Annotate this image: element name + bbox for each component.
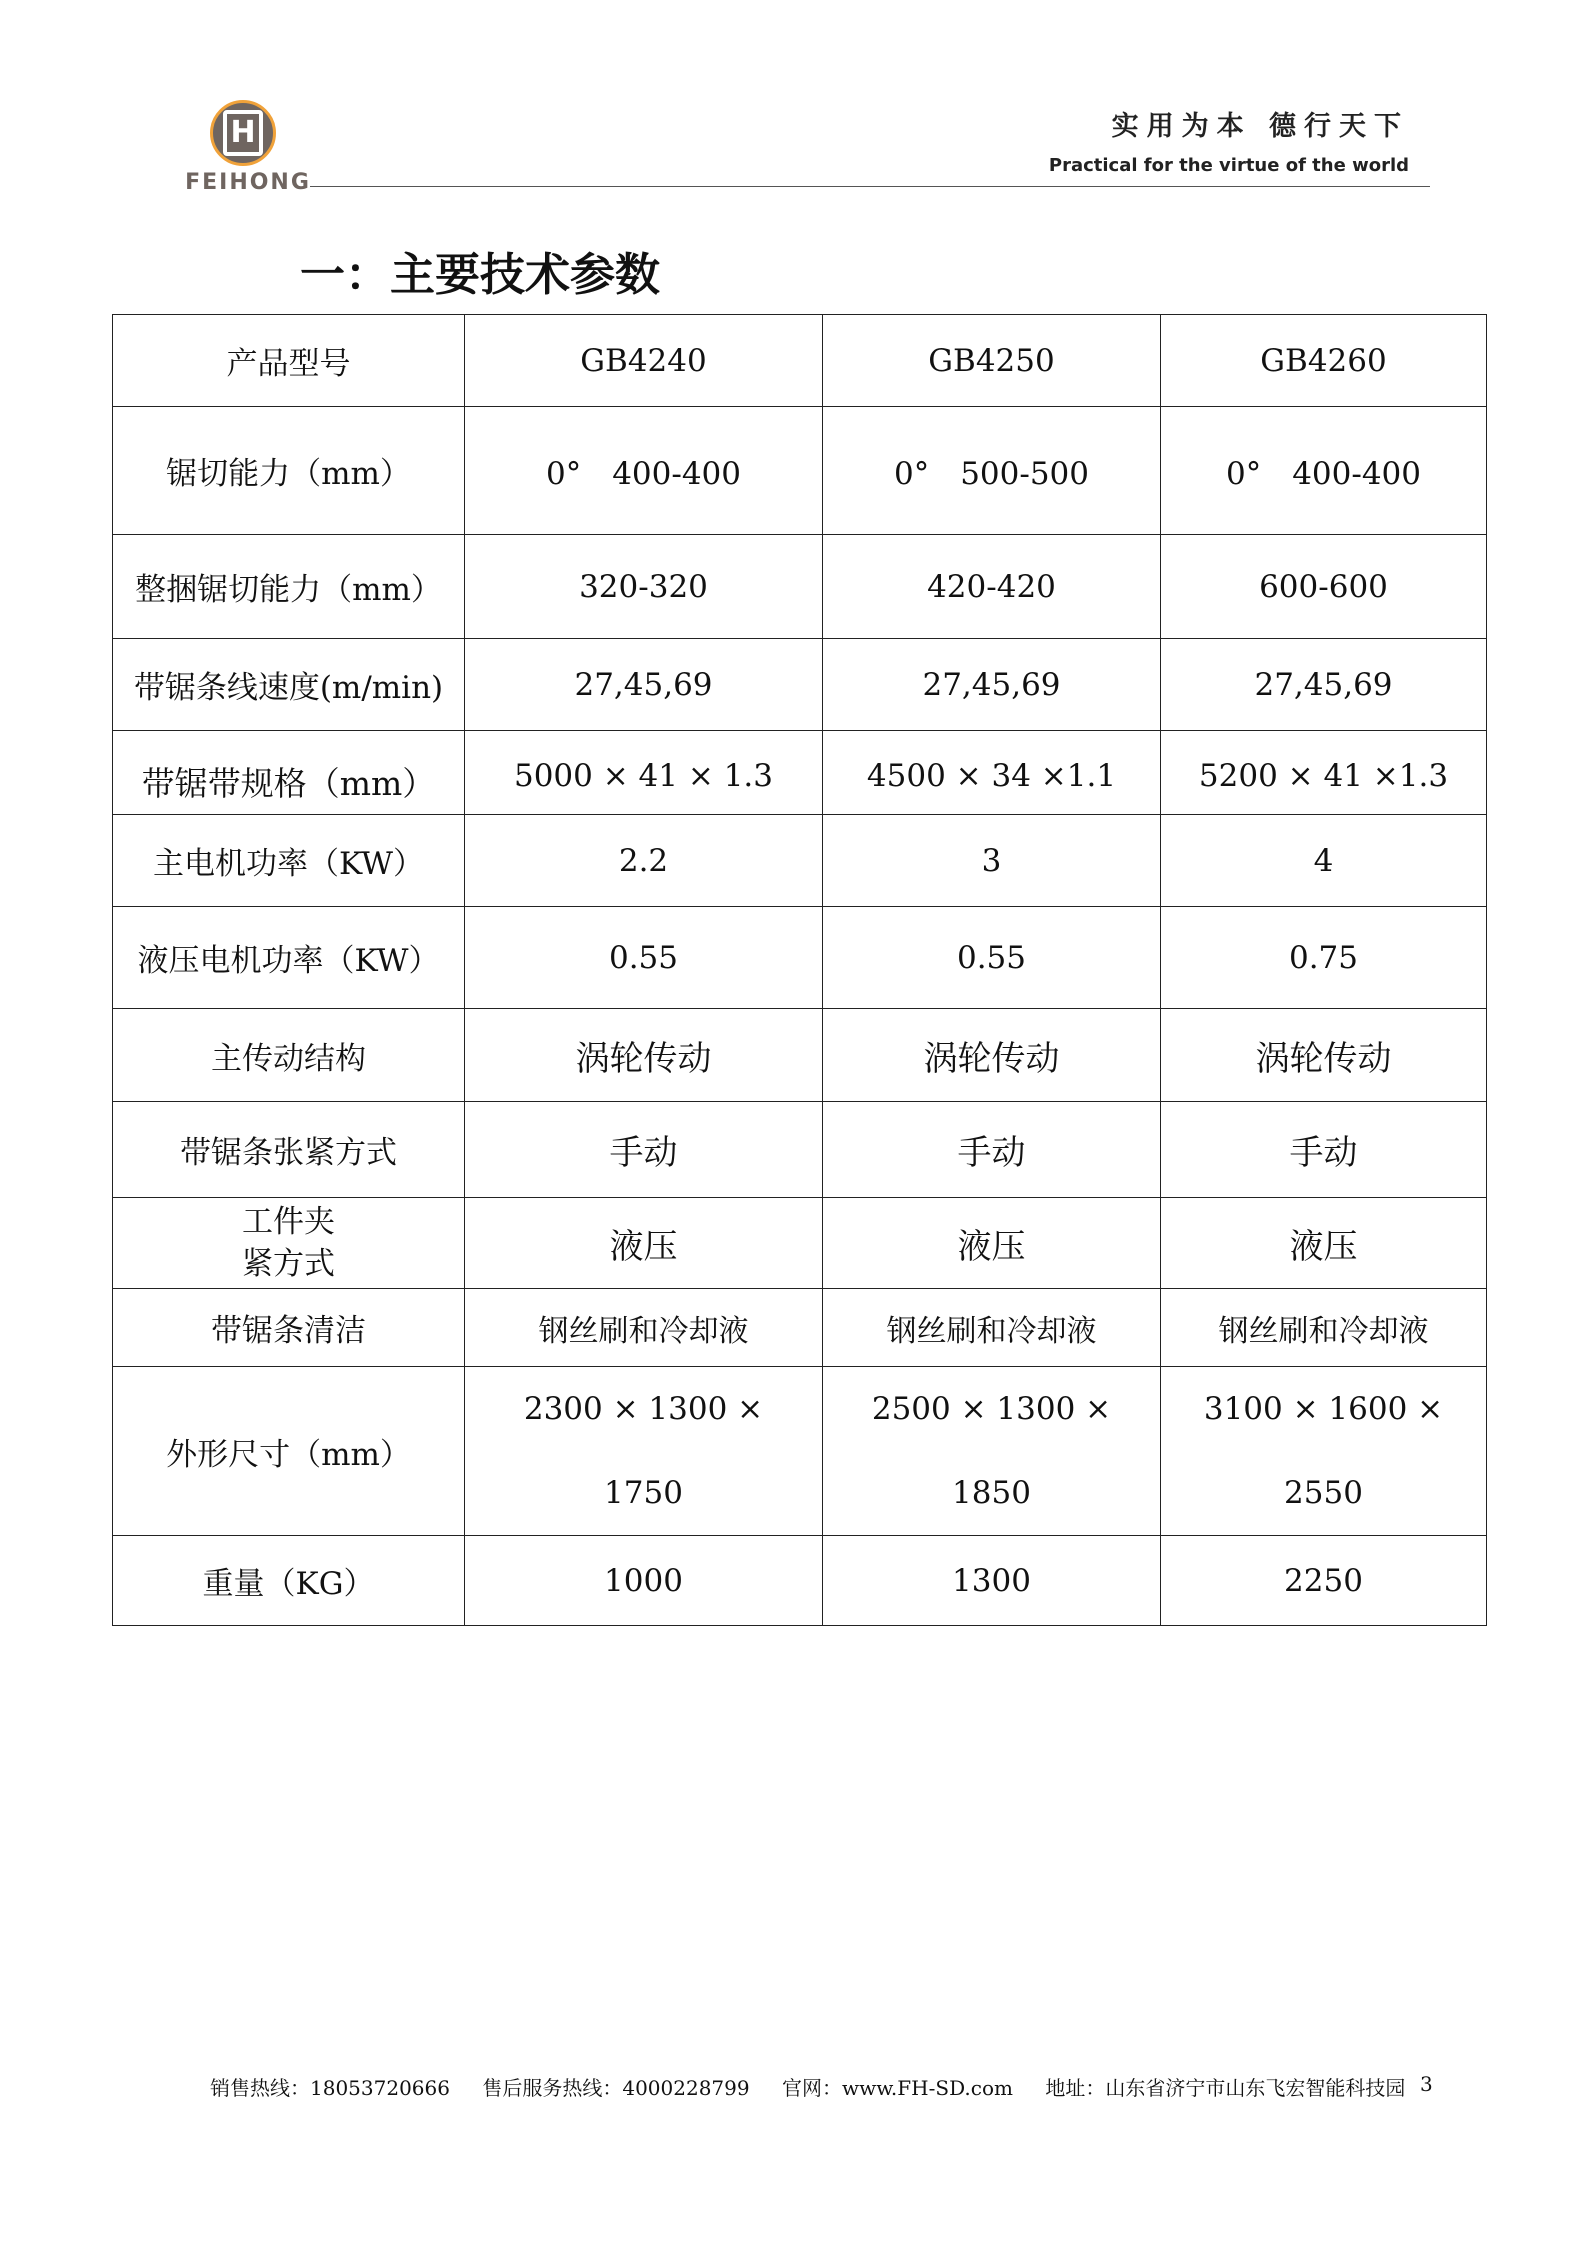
slogan-english: Practical for the virtue of the world — [1048, 155, 1409, 176]
row-label-line1: 工件夹 — [242, 1204, 335, 1240]
row-label: 整捆锯切能力（mm） — [113, 535, 465, 639]
footer-service-hotline: 售后服务热线：4000228799 — [482, 2076, 750, 2100]
table-cell: 27,45,69 — [465, 639, 823, 731]
table-cell: 0.55 — [465, 907, 823, 1009]
logo-letter: H — [223, 110, 263, 156]
table-cell: 涡轮传动 — [465, 1009, 823, 1102]
table-cell: 钢丝刷和冷却液 — [465, 1289, 823, 1367]
logo-text: FEIHONG — [185, 170, 311, 195]
table-cell: 600-600 — [1161, 535, 1487, 639]
row-label: 主电机功率（KW） — [113, 815, 465, 907]
table-cell: 5000 × 41 × 1.3 — [465, 731, 823, 815]
table-cell: 320-320 — [465, 535, 823, 639]
table-cell: 涡轮传动 — [823, 1009, 1161, 1102]
table-cell: 钢丝刷和冷却液 — [823, 1289, 1161, 1367]
table-row — [113, 407, 1487, 535]
table-cell: 0° 400-400 — [1161, 407, 1487, 535]
table-row — [113, 1198, 1487, 1289]
table-cell — [465, 1367, 823, 1536]
table-cell: 2250 — [1161, 1536, 1487, 1626]
table-cell: 27,45,69 — [823, 639, 1161, 731]
row-label: 外形尺寸（mm） — [113, 1367, 465, 1536]
spec-table — [112, 314, 1487, 1626]
row-label: 液压电机功率（KW） — [113, 907, 465, 1009]
table-cell: 液压 — [465, 1198, 823, 1289]
footer-sales-hotline: 销售热线：18053720666 — [210, 2076, 450, 2100]
table-row — [113, 731, 1487, 815]
feihong-logo — [168, 100, 328, 200]
table-cell: 液压 — [823, 1198, 1161, 1289]
row-label: 带锯条线速度(m/min) — [113, 639, 465, 731]
row-label — [113, 1198, 465, 1289]
dims-line1: 2500 × 1300 × — [871, 1391, 1112, 1427]
header-divider — [310, 186, 1430, 187]
row-label: 锯切能力（mm） — [113, 407, 465, 535]
table-cell — [823, 1367, 1161, 1536]
table-row — [113, 1536, 1487, 1626]
row-label: 重量（KG） — [113, 1536, 465, 1626]
slogan-chinese: 实用为本 德行天下 — [1111, 111, 1409, 142]
table-cell: 手动 — [1161, 1102, 1487, 1198]
table-cell: 手动 — [823, 1102, 1161, 1198]
dims-line1: 3100 × 1600 × — [1203, 1391, 1444, 1427]
table-cell: 手动 — [465, 1102, 823, 1198]
table-cell: 4 — [1161, 815, 1487, 907]
dims-line2: 2550 — [1284, 1475, 1363, 1511]
table-cell: 0.75 — [1161, 907, 1487, 1009]
row-label: 主传动结构 — [113, 1009, 465, 1102]
table-row — [113, 1289, 1487, 1367]
table-cell: 0.55 — [823, 907, 1161, 1009]
table-cell: 钢丝刷和冷却液 — [1161, 1289, 1487, 1367]
row-label: 带锯带规格（mm） — [113, 731, 465, 815]
table-cell — [1161, 1367, 1487, 1536]
page-footer — [210, 2072, 1450, 2101]
table-row — [113, 535, 1487, 639]
section-title: 一：主要技术参数 — [300, 248, 661, 301]
row-label: 带锯条清洁 — [113, 1289, 465, 1367]
header-cell-model: 产品型号 — [113, 315, 465, 407]
table-row — [113, 907, 1487, 1009]
dims-line2: 1750 — [604, 1475, 683, 1511]
table-header-row — [113, 315, 1487, 407]
table-cell: 0° 400-400 — [465, 407, 823, 535]
table-row — [113, 639, 1487, 731]
table-cell: 4500 × 34 ×1.1 — [823, 731, 1161, 815]
table-row — [113, 1367, 1487, 1536]
header-cell-gb4260: GB4260 — [1161, 315, 1487, 407]
logo-emblem-icon — [210, 100, 276, 166]
table-cell: 0° 500-500 — [823, 407, 1161, 535]
table-cell: 27,45,69 — [1161, 639, 1487, 731]
header-cell-gb4240: GB4240 — [465, 315, 823, 407]
table-cell: 涡轮传动 — [1161, 1009, 1487, 1102]
header-cell-gb4250: GB4250 — [823, 315, 1161, 407]
table-cell: 1300 — [823, 1536, 1161, 1626]
page-number: 3 — [1420, 2072, 1433, 2096]
table-row — [113, 815, 1487, 907]
table-cell: 1000 — [465, 1536, 823, 1626]
table-cell: 5200 × 41 ×1.3 — [1161, 731, 1487, 815]
table-cell: 2.2 — [465, 815, 823, 907]
footer-address: 地址：山东省济宁市山东飞宏智能科技园 — [1045, 2076, 1406, 2100]
row-label: 带锯条张紧方式 — [113, 1102, 465, 1198]
dims-line2: 1850 — [952, 1475, 1031, 1511]
table-cell: 3 — [823, 815, 1161, 907]
page-header — [0, 0, 1587, 200]
table-row — [113, 1009, 1487, 1102]
table-row — [113, 1102, 1487, 1198]
table-cell: 液压 — [1161, 1198, 1487, 1289]
table-cell: 420-420 — [823, 535, 1161, 639]
footer-website: 官网：www.FH-SD.com — [781, 2076, 1013, 2100]
dims-line1: 2300 × 1300 × — [523, 1391, 764, 1427]
row-label-line2: 紧方式 — [242, 1246, 335, 1282]
